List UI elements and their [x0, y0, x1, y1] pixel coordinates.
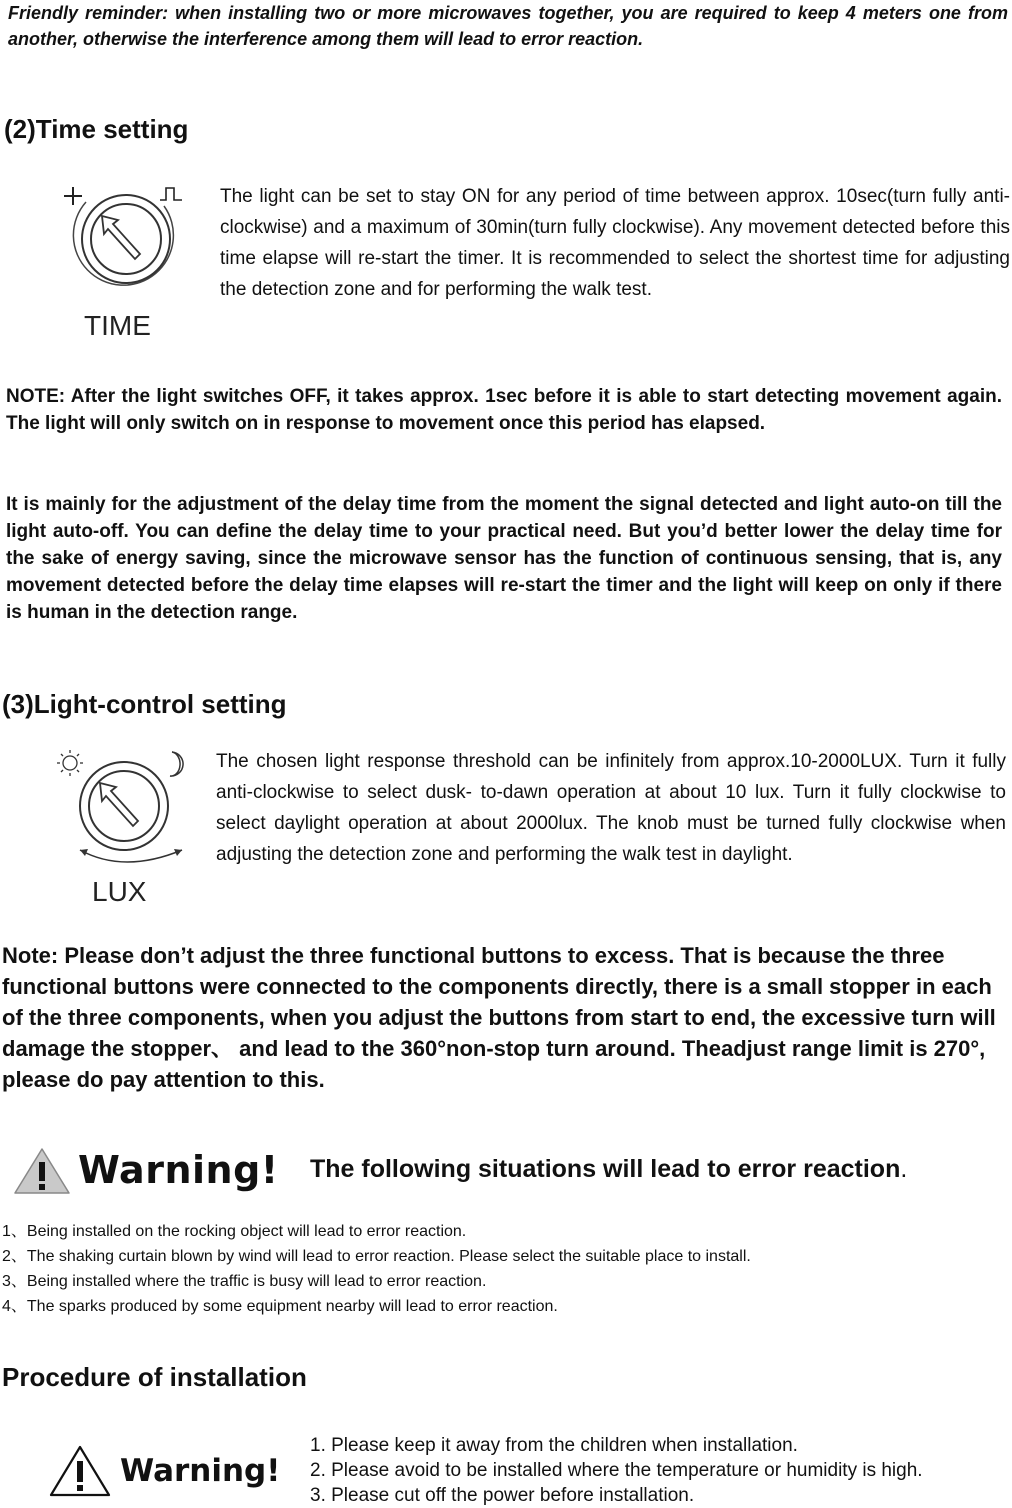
lux-knob-label: LUX — [92, 876, 147, 907]
list-item: 3、Being installed where the traffic is busy will lead to error reaction. — [2, 1273, 487, 1290]
delay-time-paragraph: It is mainly for the adjustment of the delay time from the moment the signal detected and light auto-on till the light auto-off. You can define the delay time to your practical need. But you’d better lower the delay time for the sake of energy saving, since the microwave sensor has the function of continuous sensing, that is, any movement detected before the delay time elapses will re-start the timer and the light will keep on only if there is human in the detection range. — [6, 494, 1002, 623]
knob-pointer-arrow — [100, 783, 138, 826]
light-control-description: The chosen light response threshold can be infinitely from approx.10-2000LUX. Turn it fully anti-clockwise to select dusk- to-dawn operation at about 10 lux. Turn it fully clockwise to select daylight operation at about 2000lux. The knob must be turned fully clockwise when adjusting the detection zone and performing the walk test in daylight. — [216, 751, 1006, 865]
error-situations-list — [2, 1219, 1002, 1319]
list-item: 1. Please keep it away from the children when installation. — [310, 1435, 798, 1456]
list-item: 2. Please avoid to be installed where the temperature or humidity is high. — [310, 1460, 923, 1481]
warning-title: Warning! — [78, 1148, 279, 1192]
friendly-reminder: Friendly reminder: when installing two or more microwaves together, you are required to keep 4 meters one from another, otherwise the interference among them will lead to error reaction. — [8, 3, 1008, 49]
buttons-excess-note: Note: Please don’t adjust the three functional buttons to excess. That is because the three functional buttons were connected to the components directly, there is a small stopper in each of the three components, when you adjust the buttons from start to end, the excessive turn will damage the stopper、 and lead to the 360°non-stop turn around. Theadjust range limit is 270°, please do pay attention to this. — [2, 943, 996, 1092]
knob-pointer-arrow — [102, 216, 140, 259]
warning-subtitle: The following situations will lead to error reaction. — [310, 1155, 908, 1183]
procedure-warning-title: Warning! — [120, 1453, 281, 1489]
list-item: 1、Being installed on the rocking object will lead to error reaction. — [2, 1223, 467, 1240]
plus-icon — [64, 187, 82, 205]
sun-icon — [57, 750, 83, 776]
time-setting-heading: (2)Time setting — [4, 114, 189, 144]
list-item: 4、The sparks produced by some equipment nearby will lead to error reaction. — [2, 1298, 558, 1315]
list-item: 2、The shaking curtain blown by wind will lead to error reaction. Please select the suitable place to install. — [2, 1248, 751, 1265]
procedure-list — [310, 1433, 1010, 1508]
moon-icon — [170, 752, 183, 776]
exclamation-triangle-icon — [12, 1146, 72, 1196]
pulse-icon — [160, 188, 182, 200]
list-item: 3. Please cut off the power before installation. — [310, 1485, 695, 1506]
note-light-off: NOTE: After the light switches OFF, it takes approx. 1sec before it is able to start detecting movement again. The light will only switch on in response to movement once this period has elapsed. — [6, 386, 1002, 434]
light-control-heading: (3)Light-control setting — [2, 689, 287, 719]
exclamation-triangle-icon — [48, 1444, 112, 1498]
adjust-range-arc — [80, 850, 182, 862]
procedure-heading: Procedure of installation — [2, 1362, 307, 1392]
time-knob-label: TIME — [84, 310, 151, 341]
time-setting-description: The light can be set to stay ON for any period of time between approx. 10sec(turn fully anti-clockwise) and a maximum of 30min(turn fully clockwise). Any movement detected before this time elapse will re-start the timer. It is recommended to select the shortest time for adjusting the detection zone and for performing the walk test. — [220, 186, 1010, 300]
